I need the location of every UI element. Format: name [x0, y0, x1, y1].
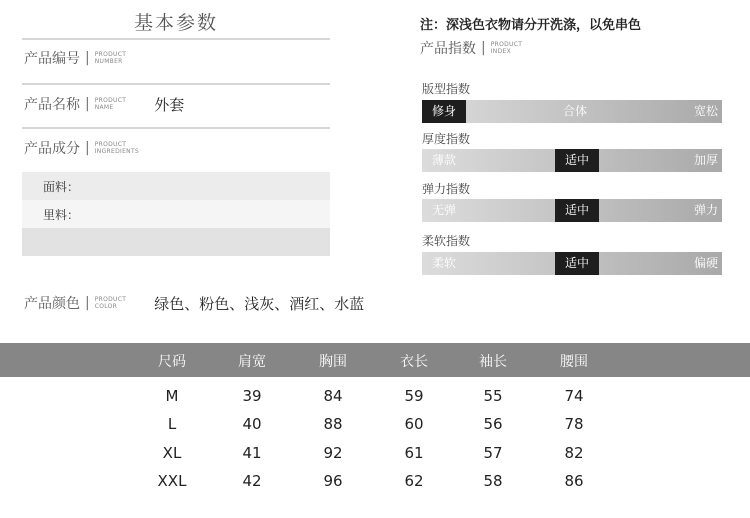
cell-length: 59: [404, 387, 424, 405]
fit-index-bar: [422, 100, 722, 123]
cell-sleeve: 55: [483, 387, 503, 405]
cell-sleeve: 57: [483, 444, 503, 462]
cell-sleeve: 56: [483, 415, 503, 433]
lining-label: 里料：: [43, 207, 80, 222]
product-index-heading: [420, 38, 522, 58]
face-fabric-row: [22, 172, 330, 200]
elasticity-left-option: 无弹: [432, 203, 457, 217]
cell-sleeve: 58: [483, 472, 503, 490]
materials-box: [22, 172, 330, 256]
product-name-value: 外套: [154, 95, 185, 114]
elasticity-index-bar: [422, 199, 722, 222]
product-composition-label: 产品成分: [24, 141, 80, 157]
header-size: 尺码: [158, 354, 186, 370]
cell-size: M: [165, 387, 179, 405]
cell-size: L: [167, 415, 177, 433]
thickness-right-option: 加厚: [693, 153, 718, 167]
softness-selected-option: 适中: [555, 252, 599, 275]
product-index-label: 产品指数: [420, 41, 476, 57]
fit-right-option: 宽松: [693, 104, 718, 118]
header-waist: 腰围: [560, 354, 588, 370]
separator: |: [85, 140, 90, 156]
lining-row: [22, 200, 330, 228]
thickness-index-bar: [422, 149, 722, 172]
cell-chest: 92: [323, 444, 343, 462]
header-chest: 胸围: [319, 354, 347, 370]
face-fabric-label: 面料：: [43, 179, 80, 194]
cell-length: 62: [404, 472, 424, 490]
softness-index-bar: [422, 252, 722, 275]
thickness-index-label: 厚度指数: [422, 132, 471, 146]
header-length: 衣长: [400, 354, 428, 370]
separator: |: [85, 295, 90, 311]
product-number-row: [24, 48, 126, 68]
elasticity-index-label: 弹力指数: [422, 182, 471, 196]
product-composition-row: [24, 138, 139, 158]
product-name-label: 产品名称: [24, 97, 80, 113]
cell-waist: 82: [564, 444, 584, 462]
cell-shoulder: 39: [242, 387, 262, 405]
elasticity-selected-option: 适中: [555, 199, 599, 222]
washing-notice: 注：深浅色衣物请分开洗涤，以免串色: [420, 18, 642, 33]
size-table-header-bar: [0, 343, 750, 377]
fit-selected-option: 修身: [422, 100, 466, 123]
cell-size: XL: [162, 444, 182, 462]
softness-left-option: 柔软: [432, 256, 457, 270]
product-color-row: [24, 293, 364, 313]
product-number-en-label: PRODUCT NUMBER: [94, 51, 127, 65]
elasticity-right-option: 弹力: [693, 203, 718, 217]
separator: |: [85, 96, 90, 112]
cell-chest: 84: [323, 387, 343, 405]
cell-size: XXL: [157, 472, 187, 490]
cell-shoulder: 42: [242, 472, 262, 490]
header-shoulder: 肩宽: [238, 354, 266, 370]
cell-waist: 74: [564, 387, 584, 405]
cell-waist: 78: [564, 415, 584, 433]
separator: |: [85, 50, 90, 66]
thickness-selected-option: 适中: [555, 149, 599, 172]
product-color-label: 产品颜色: [24, 296, 80, 312]
cell-length: 60: [404, 415, 424, 433]
basic-params-title: 基本参数: [133, 12, 218, 34]
product-composition-en-label: PRODUCT INGREDIENTS: [94, 141, 140, 155]
softness-right-option: 偏硬: [693, 256, 718, 270]
materials-extra-row: [22, 228, 330, 256]
thickness-left-option: 薄款: [432, 153, 457, 167]
fit-index-label: 版型指数: [422, 82, 471, 96]
product-index-en-label: PRODUCT INDEX: [490, 41, 523, 55]
product-color-value: 绿色、粉色、浅灰、酒红、水蓝: [154, 294, 365, 313]
divider: [22, 83, 330, 85]
cell-length: 61: [404, 444, 424, 462]
softness-index-label: 柔软指数: [422, 234, 471, 248]
product-name-row: [24, 94, 184, 114]
product-name-en-label: PRODUCT NAME: [94, 97, 127, 111]
cell-waist: 86: [564, 472, 584, 490]
header-sleeve: 袖长: [479, 354, 507, 370]
separator: |: [481, 40, 486, 56]
cell-shoulder: 41: [242, 444, 262, 462]
divider: [22, 127, 330, 129]
cell-chest: 88: [323, 415, 343, 433]
cell-shoulder: 40: [242, 415, 262, 433]
fit-middle-option: 合体: [563, 104, 588, 118]
cell-chest: 96: [323, 472, 343, 490]
divider: [22, 38, 330, 40]
product-number-label: 产品编号: [24, 51, 80, 67]
product-color-en-label: PRODUCT COLOR: [94, 296, 127, 310]
